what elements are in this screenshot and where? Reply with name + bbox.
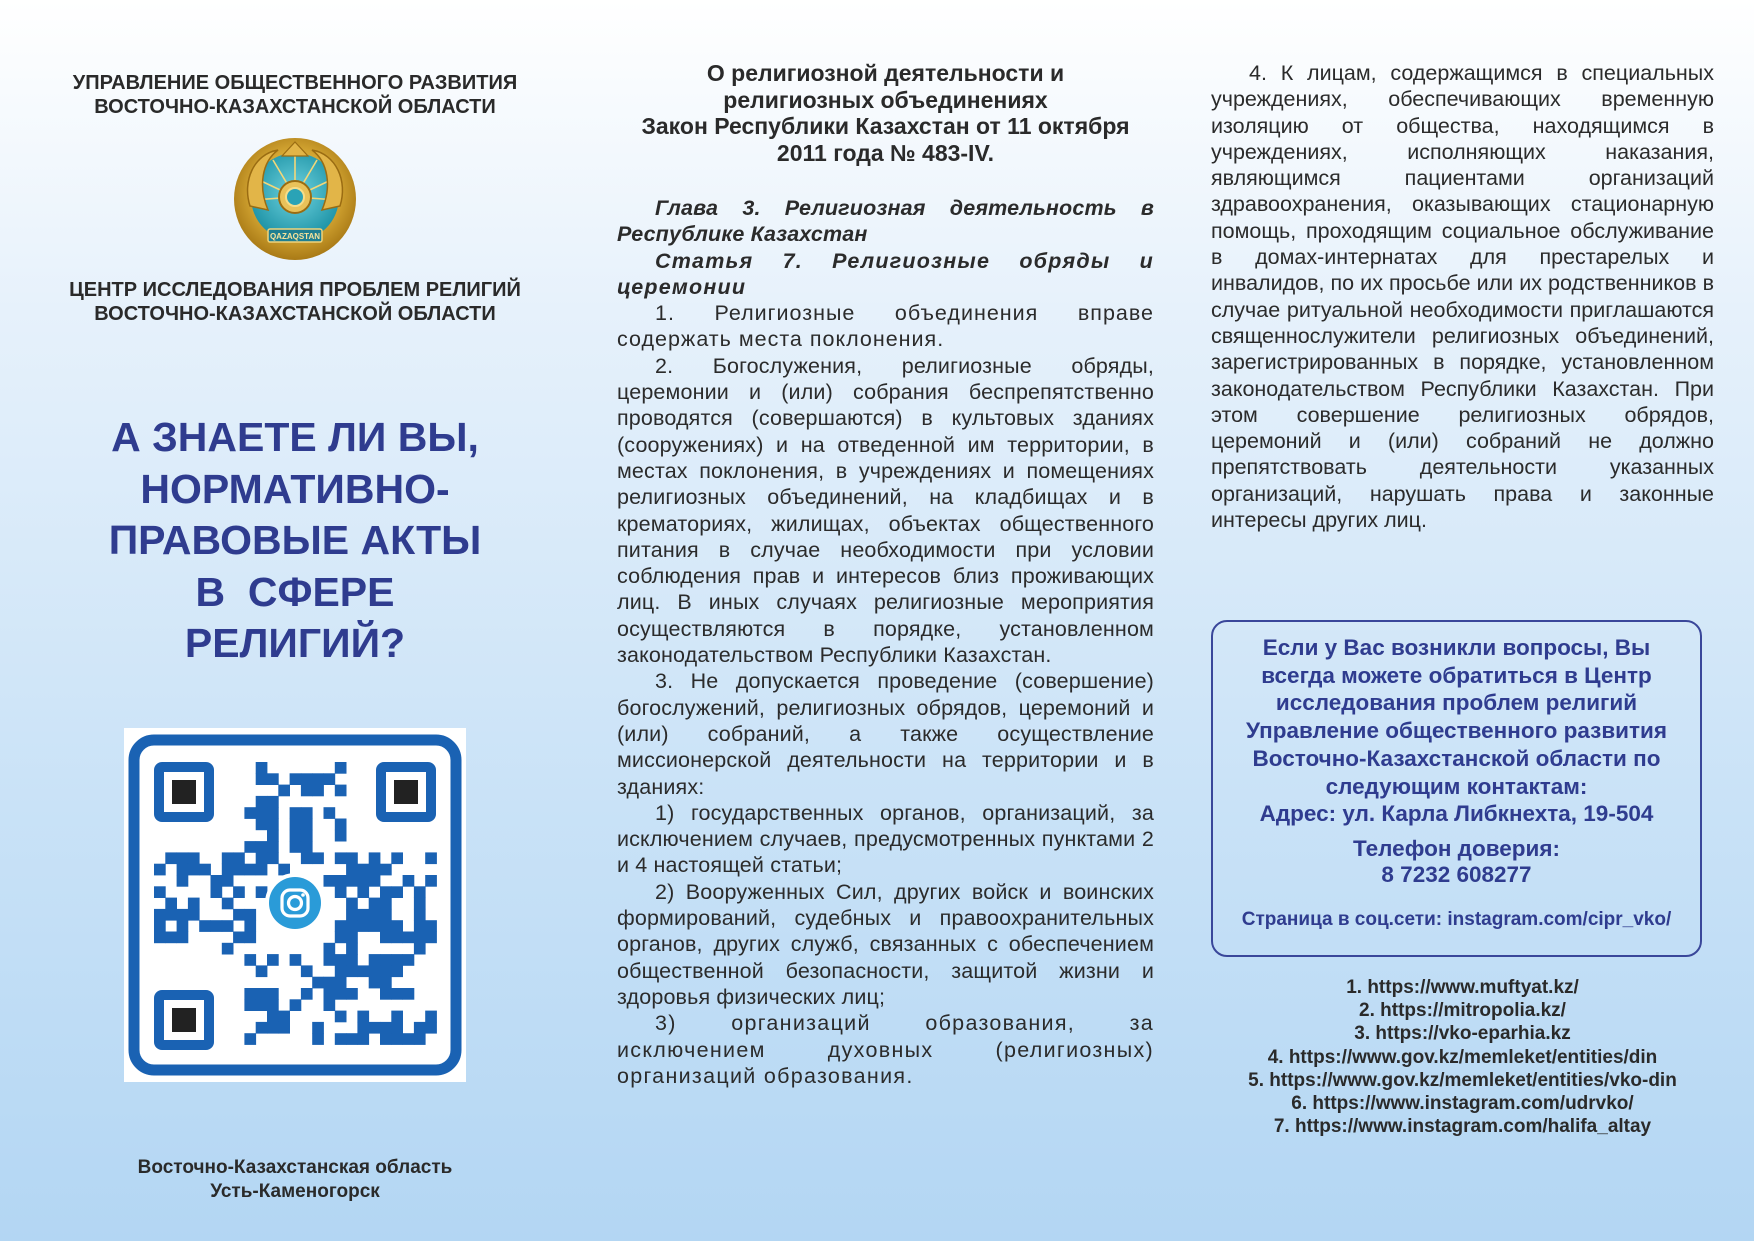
qr-module xyxy=(335,875,347,887)
qr-module xyxy=(290,841,302,853)
qr-module xyxy=(199,920,211,932)
headline-line: А ЗНАЕТЕ ЛИ ВЫ, xyxy=(111,414,479,460)
qr-module xyxy=(380,898,392,910)
paragraph-3-item-1: 1) государственных органов, организаций, за исключением случаев, предусмотренных пунктами 2 и 4 настоящей статьи; xyxy=(617,800,1154,878)
org-heading-line: ВОСТОЧНО-КАЗАХСТАНСКОЙ ОБЛАСТИ xyxy=(94,96,496,118)
article-heading: Статья 7. Религиозные обряды и церемонии xyxy=(617,248,1154,299)
instagram-icon xyxy=(265,873,325,933)
qr-module xyxy=(199,864,211,876)
qr-module xyxy=(177,864,189,876)
qr-module xyxy=(301,988,313,1000)
qr-module xyxy=(256,762,268,774)
headline-line: ПРАВОВЫЕ АКТЫ xyxy=(108,517,482,563)
qr-module xyxy=(256,807,268,819)
paragraph-4: 4. К лицам, содержащимся в специальных учреждениях, обеспечивающих временную изоляцию от общества, находящимся в учреждениях, исполняющих наказания, являющимся пациентами организаций здравоохранения, оказывающих стационарную помощь, проходящим социальное обслуживание в домах-интернатах для престарелых и инвалидов, по их просьбе или их родственников в случае ритуальной необходимости приглашаются священнослужители религиозных объединений, зарегистрированных в порядке, установленном законодательством Республики Казахстан. При этом совершение религиозных обрядов, церемоний и (или) собраний не должно препятствовать деятельности указанных организаций, нарушать права и законные интересы других лиц. xyxy=(1211,61,1714,533)
qr-module xyxy=(244,988,256,1000)
qr-module xyxy=(256,886,268,898)
qr-module xyxy=(256,988,268,1000)
qr-module xyxy=(414,898,426,910)
qr-module xyxy=(165,898,177,910)
qr-module xyxy=(267,999,279,1011)
qr-module xyxy=(335,1011,347,1023)
qr-module xyxy=(244,999,256,1011)
qr-module xyxy=(414,943,426,955)
qr-module xyxy=(425,932,437,944)
org-heading-line: ЦЕНТР ИССЛЕДОВАНИЯ ПРОБЛЕМ РЕЛИГИЙ xyxy=(69,279,521,301)
qr-module xyxy=(290,999,302,1011)
qr-module xyxy=(278,785,290,797)
qr-module xyxy=(346,909,358,921)
qr-module xyxy=(222,875,234,887)
link-item[interactable]: 7. https://www.instagram.com/halifa_altay xyxy=(1273,1116,1652,1138)
qr-module xyxy=(357,920,369,932)
qr-module xyxy=(312,785,324,797)
qr-module xyxy=(312,852,324,864)
qr-module xyxy=(256,852,268,864)
qr-module xyxy=(335,932,347,944)
qr-module xyxy=(335,988,347,1000)
qr-module xyxy=(380,864,392,876)
qr-module xyxy=(165,852,177,864)
qr-module xyxy=(414,909,426,921)
headline-line: РЕЛИГИЙ? xyxy=(184,620,406,666)
headline-question xyxy=(60,412,530,670)
qr-code[interactable] xyxy=(124,728,466,1082)
qr-module xyxy=(369,977,381,989)
qr-module xyxy=(301,819,313,831)
link-item[interactable]: 2. https://mitropolia.kz/ xyxy=(1359,1000,1566,1022)
qr-module xyxy=(244,864,256,876)
qr-module xyxy=(256,999,268,1011)
qr-module xyxy=(335,886,347,898)
qr-module xyxy=(256,819,268,831)
qr-module xyxy=(403,1033,415,1045)
contact-line: всегда можете обратиться в Центр xyxy=(1261,662,1652,688)
qr-module xyxy=(165,932,177,944)
contact-line: Управление общественного развития xyxy=(1246,718,1667,744)
qr-module xyxy=(290,954,302,966)
qr-module xyxy=(380,988,392,1000)
qr-module xyxy=(256,841,268,853)
qr-module xyxy=(335,819,347,831)
qr-module xyxy=(335,977,347,989)
qr-module xyxy=(188,909,200,921)
contact-address: Адрес: ул. Карла Либкнехта, 19-504 xyxy=(1259,801,1654,827)
contact-line: Если у Вас возникли вопросы, Вы xyxy=(1262,635,1651,660)
qr-module xyxy=(425,852,437,864)
qr-module xyxy=(278,864,290,876)
qr-module xyxy=(324,807,336,819)
qr-module xyxy=(312,1022,324,1034)
qr-module xyxy=(369,920,381,932)
qr-module xyxy=(414,920,426,932)
qr-module xyxy=(335,954,347,966)
qr-module xyxy=(256,864,268,876)
qr-module xyxy=(403,875,415,887)
headline-line: НОРМАТИВНО- xyxy=(140,465,450,512)
qr-module xyxy=(335,920,347,932)
qr-module xyxy=(301,965,313,977)
contact-line: Восточно-Казахстанской области по xyxy=(1252,745,1661,771)
qr-module xyxy=(346,898,358,910)
qr-module xyxy=(425,1011,437,1023)
contact-info xyxy=(1213,634,1700,828)
qr-module xyxy=(414,932,426,944)
qr-module xyxy=(256,773,268,785)
qr-module xyxy=(391,965,403,977)
qr-module xyxy=(267,1022,279,1034)
qr-module xyxy=(346,932,358,944)
qr-module xyxy=(290,807,302,819)
qr-module xyxy=(335,965,347,977)
qr-module xyxy=(369,954,381,966)
qr-module xyxy=(188,852,200,864)
qr-module xyxy=(154,864,166,876)
qr-module xyxy=(357,864,369,876)
qr-module xyxy=(335,785,347,797)
qr-module xyxy=(357,965,369,977)
qr-finder-top-left xyxy=(154,762,214,822)
qr-module xyxy=(290,830,302,842)
qr-module xyxy=(369,909,381,921)
qr-module xyxy=(335,830,347,842)
qr-module xyxy=(177,932,189,944)
org-heading-research-center xyxy=(40,278,550,326)
qr-module xyxy=(391,1011,403,1023)
qr-module xyxy=(346,943,358,955)
qr-module xyxy=(244,909,256,921)
contact-line: исследования проблем религий xyxy=(1275,690,1638,716)
location-city: Усть-Каменогорск xyxy=(210,1181,380,1202)
qr-module xyxy=(324,954,336,966)
link-item[interactable]: 3. https://vko-eparhia.kz xyxy=(1354,1023,1571,1045)
qr-module xyxy=(290,819,302,831)
qr-module xyxy=(391,954,403,966)
qr-finder-bottom-left xyxy=(154,990,214,1050)
paragraph-3: 3. Не допускается проведение (совершение) богослужений, религиозных обрядов, церемоний и (или) собраний, а также осуществление миссионерской деятельности на территории и в зданиях: xyxy=(617,669,1154,799)
qr-module xyxy=(165,909,177,921)
qr-module xyxy=(256,1022,268,1034)
qr-module xyxy=(290,773,302,785)
location-region: Восточно-Казахстанская область xyxy=(137,1157,453,1178)
qr-module xyxy=(154,920,166,932)
link-item[interactable]: 1. https://www.muftyat.kz/ xyxy=(1346,977,1579,998)
qr-module xyxy=(369,898,381,910)
qr-module xyxy=(278,1022,290,1034)
qr-module xyxy=(244,807,256,819)
qr-module xyxy=(222,852,234,864)
qr-module xyxy=(369,875,381,887)
qr-module xyxy=(403,954,415,966)
law-title-line: Закон Республики Казахстан от 11 октября xyxy=(641,113,1130,139)
qr-module xyxy=(391,1033,403,1045)
link-item[interactable]: 4. https://www.gov.kz/memleket/entities/din xyxy=(1267,1046,1658,1068)
qr-module xyxy=(391,852,403,864)
qr-module xyxy=(222,898,234,910)
law-title xyxy=(617,60,1154,166)
qr-module xyxy=(301,785,313,797)
qr-module xyxy=(233,852,245,864)
qr-finder-top-right xyxy=(376,762,436,822)
qr-module xyxy=(188,864,200,876)
qr-module xyxy=(177,875,189,887)
qr-module xyxy=(244,841,256,853)
qr-module xyxy=(425,875,437,887)
qr-module xyxy=(211,886,223,898)
qr-module xyxy=(403,988,415,1000)
qr-module xyxy=(267,954,279,966)
qr-module xyxy=(267,796,279,808)
qr-module xyxy=(357,886,369,898)
link-item[interactable]: 5. https://www.gov.kz/memleket/entities/vko-din xyxy=(1248,1069,1677,1091)
kazakhstan-emblem-icon xyxy=(232,136,358,262)
qr-module xyxy=(357,1011,369,1023)
qr-module xyxy=(301,773,313,785)
qr-module xyxy=(380,920,392,932)
qr-module xyxy=(346,988,358,1000)
qr-module xyxy=(267,988,279,1000)
qr-module xyxy=(267,819,279,831)
phone-label: Телефон доверия: xyxy=(1353,836,1560,861)
qr-module xyxy=(425,920,437,932)
qr-module xyxy=(335,1033,347,1045)
qr-module xyxy=(380,977,392,989)
qr-module xyxy=(346,864,358,876)
qr-module xyxy=(154,932,166,944)
contact-box xyxy=(1211,620,1702,957)
qr-module xyxy=(425,1022,437,1034)
qr-module xyxy=(391,932,403,944)
qr-module xyxy=(267,773,279,785)
qr-module xyxy=(188,898,200,910)
qr-module xyxy=(346,965,358,977)
qr-module xyxy=(301,807,313,819)
org-heading-management xyxy=(40,71,550,119)
qr-module xyxy=(222,920,234,932)
qr-module xyxy=(211,875,223,887)
qr-module xyxy=(324,875,336,887)
law-body xyxy=(617,195,1154,1089)
qr-module xyxy=(233,886,245,898)
qr-module xyxy=(369,965,381,977)
qr-module xyxy=(278,1011,290,1023)
qr-module xyxy=(357,1022,369,1034)
qr-module xyxy=(380,932,392,944)
qr-module xyxy=(244,1033,256,1045)
paragraph-3-item-2: 2) Вооруженных Сил, других войск и воинских формирований, судебных и правоохранительных органов, других служб, связанных с обеспечением общественной безопасности, защитой жизни и здоровья физических лиц; xyxy=(617,879,1154,1009)
qr-module xyxy=(380,909,392,921)
paragraph-2: 2. Богослужения, религиозные обряды, церемонии и (или) собрания беспрепятственно проводятся (совершаются) в культовых зданиях (сооружениях) и на отведенной им территории, в местах поклонения, в учреждениях и помещениях религиозных объединений, на кладбищах и в крематориях, жилищах, объектах общественного питания в случае необходимости при условии соблюдения прав и интересов близ проживающих лиц. В иных случаях религиозные мероприятия осуществляются в порядке, установленном законодательством Республики Казахстан. xyxy=(617,353,1154,668)
qr-module xyxy=(267,852,279,864)
qr-module xyxy=(346,954,358,966)
qr-module xyxy=(222,943,234,955)
qr-module xyxy=(244,920,256,932)
law-title-line: О религиозной деятельности и xyxy=(706,60,1065,86)
qr-module xyxy=(369,1022,381,1034)
emblem-text: QAZAQSTAN xyxy=(269,232,321,241)
qr-module xyxy=(177,920,189,932)
qr-module xyxy=(233,864,245,876)
paragraph-1: 1. Религиозные объединения вправе содержать места поклонения. xyxy=(617,301,1154,352)
phone-block xyxy=(1213,836,1700,888)
qr-module xyxy=(222,864,234,876)
qr-module xyxy=(357,909,369,921)
qr-module xyxy=(256,965,268,977)
qr-module xyxy=(380,1022,392,1034)
qr-module xyxy=(267,1011,279,1023)
qr-module xyxy=(154,909,166,921)
org-heading-line: УПРАВЛЕНИЕ ОБЩЕСТВЕННОГО РАЗВИТИЯ xyxy=(72,72,518,94)
qr-module xyxy=(301,841,313,853)
qr-module xyxy=(369,852,381,864)
qr-module xyxy=(414,886,426,898)
links-list xyxy=(1211,976,1714,1138)
contact-line: следующим контактам: xyxy=(1325,773,1588,799)
qr-module xyxy=(380,1033,392,1045)
qr-module xyxy=(301,830,313,842)
qr-module xyxy=(312,977,324,989)
qr-module xyxy=(256,796,268,808)
social-page-link[interactable]: Страница в соц.сети: instagram.com/cipr_vko/ xyxy=(1241,909,1672,930)
qr-module xyxy=(211,920,223,932)
qr-module xyxy=(346,852,358,864)
qr-module xyxy=(244,932,256,944)
qr-module xyxy=(357,1033,369,1045)
qr-module xyxy=(346,875,358,887)
law-title-line: 2011 года № 483-IV. xyxy=(776,139,995,166)
qr-module xyxy=(233,932,245,944)
qr-module xyxy=(391,1022,403,1034)
qr-module xyxy=(403,932,415,944)
qr-module xyxy=(346,1033,358,1045)
qr-module xyxy=(391,920,403,932)
qr-module xyxy=(357,875,369,887)
qr-module xyxy=(391,988,403,1000)
qr-module xyxy=(380,886,392,898)
qr-module xyxy=(391,886,403,898)
link-item[interactable]: 6. https://www.instagram.com/udrvko/ xyxy=(1291,1093,1634,1115)
paragraph-3-item-3: 3) организаций образования, за исключением духовных (религиозных) организаций образования. xyxy=(617,1011,1154,1088)
qr-module xyxy=(380,954,392,966)
qr-module xyxy=(324,977,336,989)
qr-module xyxy=(233,909,245,921)
phone-number[interactable]: 8 7232 608277 xyxy=(1381,862,1532,887)
qr-module xyxy=(267,830,279,842)
qr-module xyxy=(369,864,381,876)
qr-module xyxy=(324,988,336,1000)
headline-line: В СФЕРЕ xyxy=(195,568,395,615)
qr-module xyxy=(244,954,256,966)
qr-module xyxy=(177,852,189,864)
qr-module xyxy=(414,1033,426,1045)
org-heading-line: ВОСТОЧНО-КАЗАХСТАНСКОЙ ОБЛАСТИ xyxy=(94,303,496,325)
qr-module xyxy=(154,886,166,898)
qr-module xyxy=(324,943,336,955)
qr-module xyxy=(335,762,347,774)
qr-module xyxy=(324,773,336,785)
qr-module xyxy=(267,807,279,819)
qr-module xyxy=(267,841,279,853)
qr-module xyxy=(346,920,358,932)
chapter-heading: Глава 3. Религиозная деятельность в Республике Казахстан xyxy=(617,196,1154,247)
qr-module xyxy=(177,909,189,921)
qr-module xyxy=(414,1022,426,1034)
qr-module xyxy=(301,852,313,864)
qr-module xyxy=(324,999,336,1011)
qr-module xyxy=(312,1033,324,1045)
law-title-line: религиозных объединениях xyxy=(723,86,1048,113)
qr-module xyxy=(380,965,392,977)
qr-module xyxy=(312,773,324,785)
qr-module xyxy=(335,852,347,864)
